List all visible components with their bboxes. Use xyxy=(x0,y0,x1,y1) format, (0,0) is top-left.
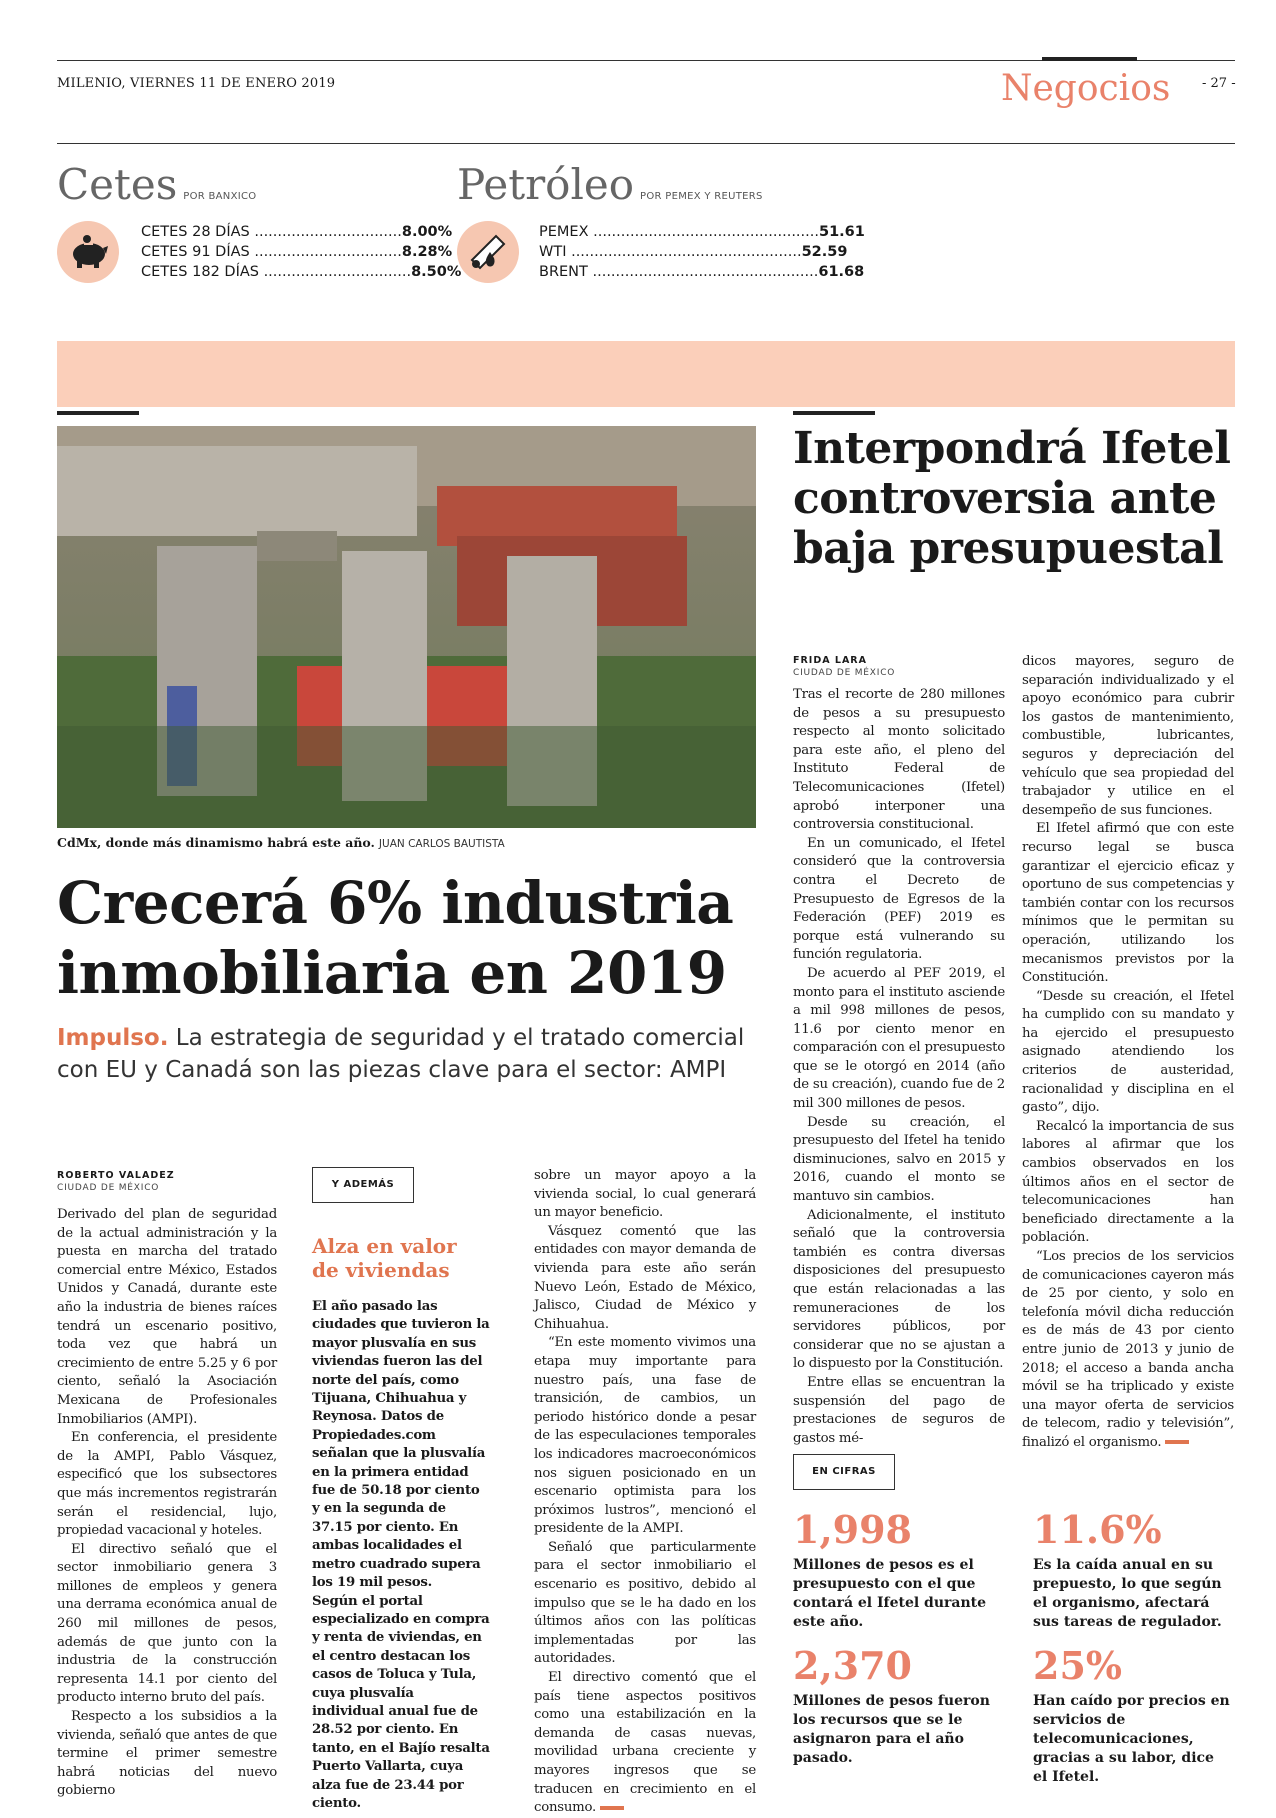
main-column-3: sobre un mayor apoyo a la vivienda social, lo cual generará un mayor beneficio. Vásquez comentó que las entidades con mayor demanda de vivienda para este año serán Nuevo León, Estado de México, Jalisco, Ciudad de México y Chihuahua. “En este momento vivimos una etapa muy importante para nuestro país, una fase de transición, de cambios, un periodo histórico donde a pesar de las especulaciones temporales los indicadores macroeconómicos nos siguen posicionado en un escenario optimista para los próximos lustros”, mencionó el presidente de la AMPI. Señaló que particularmente para el sector inmobiliario el escenario es positivo, debido al impulso que se le ha dado en los últimos años con las políticas implementadas por las autoridades. El directivo comentó que el país tiene aspectos positivos como una estabilización en la demanda de casas nuevas, movilidad urbana creciente y mayores ingresos que se traducen en crecimiento en el consumo. xyxy=(534,1168,756,1816)
page-number: - 27 - xyxy=(1202,76,1236,91)
sidebar-title: Alza en valor de viviendas xyxy=(312,1234,457,1282)
cetes-title: Cetes xyxy=(57,160,178,209)
petroleo-row: WTI .................................................. 52.59 xyxy=(539,244,848,260)
main-headline: Crecerá 6% industria inmobiliaria en 2019 xyxy=(57,869,734,1007)
petroleo-row: PEMEX ................................................. 51.61 xyxy=(539,224,865,240)
sidebar-body: El año pasado las ciudades que tuvieron la mayor plusvalía en sus viviendas fueron las del norte del país, como Tijuana, Chihuahua y Reynosa. Datos de Propiedades.com señalan que la plusvalía en la primera entidad fue de 50.18 por ciento y en la segunda de 37.15 por ciento. En ambas localidades el metro cuadrado supera los 19 mil pesos. Según el portal especializado en compra y renta de viviendas, en el centro destacan los casos de Toluca y Tula, cuya plusvalía individual anual fue de 28.52 por ciento. En tanto, en el Bajío resalta Puerto Vallarta, cuya alza fue de 23.44 por ciento. xyxy=(312,1299,490,1811)
second-byline: FRIDA LARA CIUDAD DE MÉXICO xyxy=(793,655,896,678)
petroleo-source: POR PEMEX Y REUTERS xyxy=(640,191,763,202)
sidebar-label: Y ADEMÁS xyxy=(312,1167,414,1203)
second-column-2: dicos mayores, seguro de separación individualizado y el apoyo económico para cubrir los gastos de mantenimiento, combustible, lubricantes, seguros y depreciación del vehículo que sea propiedad del trabajador y utilice en el desempeño de sus funciones. El Ifetel afirmó que con este recurso legal se busca garantizar el ejercicio eficaz y oportuno de sus competencias y también contar con los recursos mínimos que le permitan su operación, utilizando los mecanismos previstos por la Constitución. “Desde su creación, el Ifetel ha cumplido con su mandato y ha ejercido el presupuesto asignado atendiendo los criterios de austeridad, racionalidad y disciplina en el gasto”, dijo. Recalcó la importancia de sus labores al afirmar que los cambios observados en los últimos años en el sector de telecomunicaciones han beneficiado directamente a la población. “Los precios de los servicios de comunicaciones cayeron más de 25 por ciento, y solo en telefonía móvil dicha reducción es de más de 43 por ciento entre junio de 2013 y junio de 2018; el acceso a banda ancha móvil se ha triplicado y existe una mayor oferta de servicios de telecom, radio y televisión”, finalizó el organismo. xyxy=(1022,654,1234,1450)
cetes-source: POR BANXICO xyxy=(183,191,257,202)
section-title: Negocios xyxy=(1001,68,1171,109)
figure-item: 11.6% Es la caída anual en su prepuesto, lo que según el organismo, afectará sus tareas de regulador. xyxy=(1033,1507,1222,1630)
figure-item: 2,370 Millones de pesos fueron los recursos que se le asignaron para el año pasado. xyxy=(793,1643,990,1766)
figure-item: 25% Han caído por precios en servicios de telecomunicaciones, gracias a su labor, dice el Ifetel. xyxy=(1033,1643,1230,1785)
oil-drop-icon xyxy=(457,221,519,283)
cetes-row: CETES 182 DÍAS ................................ 8.50% xyxy=(141,264,462,280)
second-headline: Interpondrá Ifetel controversia ante baja presupuestal xyxy=(793,423,1231,574)
petroleo-title: Petróleo xyxy=(457,160,635,209)
cetes-row: CETES 91 DÍAS ................................ 8.28% xyxy=(141,244,453,260)
main-column-1: Derivado del plan de seguridad de la actual administración y la puesta en marcha del tratado comercial entre México, Estados Unidos y Canadá, durante este año la industria de bienes raíces tendrá un escenario positivo, toda vez que habrá un crecimiento de entre 5.25 y 6 por ciento, señaló la Asociación Mexicana de Profesionales Inmobiliarios (AMPI). En conferencia, el presidente de la AMPI, Pablo Vásquez, especificó que los subsectores que más incrementos registrarán serán el residencial, lujo, propiedad vacacional y hoteles. El directivo señaló que el sector inmobiliario genera 3 millones de empleos y genera una derrama económica anual de 260 mil millones de pesos, además de que junto con la industria de la construcción representa 14.1 por ciento del producto interno bruto del país. Respecto a los subsidios a la vivienda, señaló que antes de que termine el primer semestre habrá noticias del nuevo gobierno xyxy=(57,1207,277,1799)
main-byline: ROBERTO VALADEZ CIUDAD DE MÉXICO xyxy=(57,1170,175,1193)
header-date: MILENIO, VIERNES 11 DE ENERO 2019 xyxy=(57,76,336,91)
ad-band xyxy=(57,341,1235,407)
photo-credit: JUAN CARLOS BAUTISTA xyxy=(378,838,505,850)
city-aerial-photo xyxy=(57,426,756,828)
figures-label: EN CIFRAS xyxy=(793,1454,895,1490)
subhead-kicker: Impulso. xyxy=(57,1025,169,1051)
petroleo-widget xyxy=(457,160,865,283)
figure-item: 1,998 Millones de pesos es el presupuesto con el que contará el Ifetel durante este año. xyxy=(793,1507,987,1630)
petroleo-row: BRENT ................................................. 61.68 xyxy=(539,264,865,280)
piggy-bank-icon xyxy=(57,221,119,283)
photo-caption: CdMx, donde más dinamismo habrá este año. JUAN CARLOS BAUTISTA xyxy=(57,835,505,850)
cetes-widget xyxy=(57,160,462,283)
main-subhead: Impulso. La estrategia de seguridad y el tratado comercial con EU y Canadá son las piezas clave para el sector: AMPI xyxy=(57,1025,745,1083)
cetes-row: CETES 28 DÍAS ................................ 8.00% xyxy=(141,224,453,240)
second-column-1: Tras el recorte de 280 millones de pesos a su presupuesto respecto al monto solicitado para este año, el pleno del Instituto Federal de Telecomunicaciones (Ifetel) aprobó interponer una controversia constitucional. En un comunicado, el Ifetel consideró que la controversia contra el Decreto de Presupuesto de Egresos de la Federación (PEF) 2019 es porque está vulnerando su función regulatoria. De acuerdo al PEF 2019, el monto para el instituto asciende a mil 998 millones de pesos, 11.6 por ciento menor en comparación con el presupuesto que se le otorgó en 2014 (año de su creación), cuando fue de 2 mil 300 millones de pesos. Desde su creación, el presupuesto del Ifetel ha tenido disminuciones, salvo en 2015 y 2016, cuando el monto se mantuvo sin cambios. Adicionalmente, el instituto señaló que la controversia también es contra diversas disposiciones del presupuesto que están relacionadas a las remuneraciones de los servidores públicos, por considerar que no se ajustan a lo dispuesto por la Constitución. Entre ellas se encuentran la suspensión del pago de prestaciones de seguros de gastos mé- xyxy=(793,687,1005,1446)
